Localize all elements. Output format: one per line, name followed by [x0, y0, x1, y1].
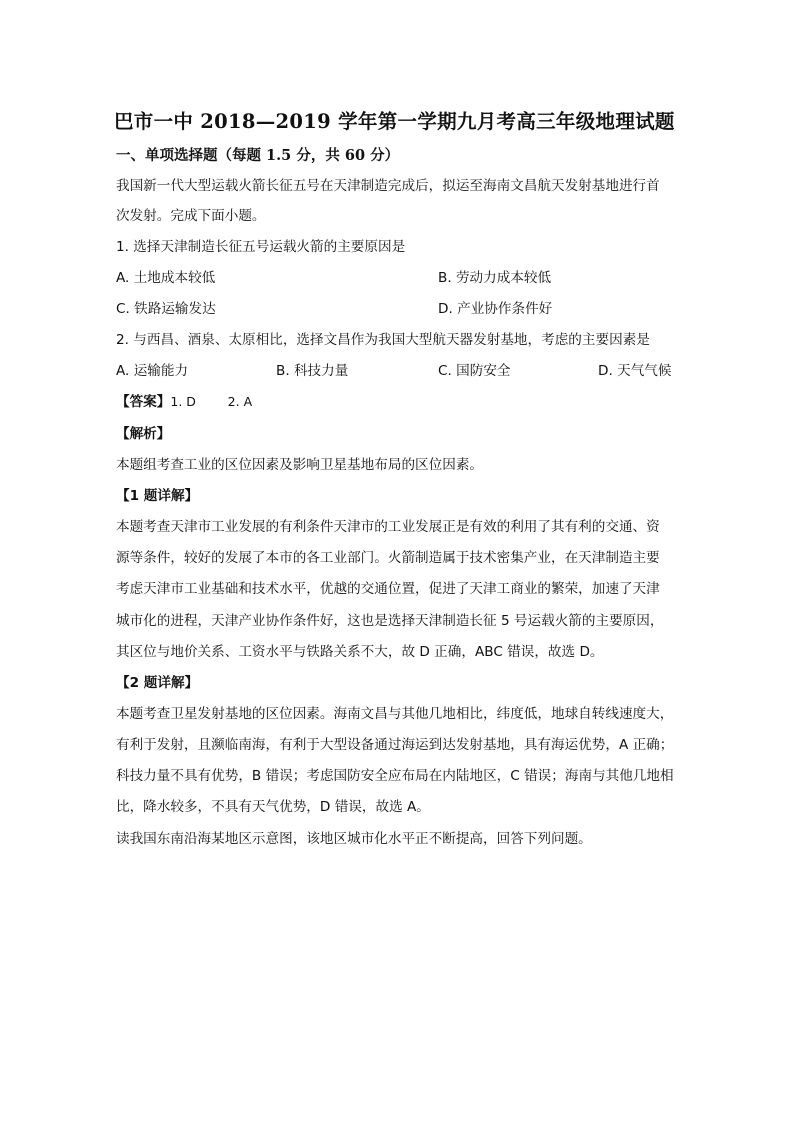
intro-line-2: 次发射。完成下面小题。	[116, 208, 266, 224]
answer-text: 1. D 2. A	[170, 394, 253, 409]
q1-option-a: A. 土地成本较低	[116, 270, 216, 286]
intro-line-1: 我国新一代大型运载火箭长征五号在天津制造完成后，拟运至海南文昌航天发射基地进行首	[116, 178, 660, 194]
detail-2-line-1: 本题考查卫星发射基地的区位因素。海南文昌与其他几地相比，纬度低，地球自转线速度大，	[116, 706, 674, 722]
detail-2-line-4: 比，降水较多，不具有天气优势，D 错误，故选 A。	[116, 799, 430, 815]
detail-1-line-5: 其区位与地价关系、工资水平与铁路关系不大，故 D 正确，ABC 错误，故选 D。	[116, 644, 604, 660]
detail-1-line-1: 本题考查天津市工业发展的有利条件天津市的工业发展正是有效的利用了其有利的交通、资	[116, 519, 660, 535]
answer-row	[116, 392, 252, 412]
analysis-summary: 本题组考查工业的区位因素及影响卫星基地布局的区位因素。	[116, 457, 484, 473]
detail-2-line-3: 科技力量不具有优势，B 错误；考虑国防安全应布局在内陆地区，C 错误；海南与其他几地相	[116, 768, 674, 784]
q2-option-a: A. 运输能力	[116, 363, 189, 379]
page-title: 巴市一中 2018—2019 学年第一学期九月考高三年级地理试题	[114, 110, 675, 133]
question-1-stem: 1. 选择天津制造长征五号运载火箭的主要原因是	[116, 239, 406, 255]
detail-1-label: 【1 题详解】	[116, 488, 199, 504]
answer-label: 【答案】	[116, 394, 171, 410]
q2-option-c: C. 国防安全	[438, 363, 511, 379]
detail-2-label: 【2 题详解】	[116, 675, 199, 691]
next-question-intro: 读我国东南沿海某地区示意图，该地区城市化水平正不断提高，回答下列问题。	[116, 831, 592, 847]
section-heading: 一、单项选择题（每题 1.5 分，共 60 分）	[116, 147, 400, 164]
detail-1-line-2: 源等条件，较好的发展了本市的各工业部门。火箭制造属于技术密集产业，在天津制造主要	[116, 550, 660, 566]
q2-option-d: D. 天气气候	[598, 363, 672, 379]
q2-option-b: B. 科技力量	[276, 363, 349, 379]
question-2-stem: 2. 与西昌、酒泉、太原相比，选择文昌作为我国大型航天器发射基地，考虑的主要因素是	[116, 332, 650, 348]
analysis-label: 【解析】	[116, 426, 171, 442]
q1-option-b: B. 劳动力成本较低	[438, 270, 552, 286]
q1-option-d: D. 产业协作条件好	[438, 301, 553, 317]
detail-2-line-2: 有利于发射，且濒临南海，有利于大型设备通过海运到达发射基地，具有海运优势，A 正确；	[116, 737, 674, 753]
detail-1-line-4: 城市化的进程，天津产业协作条件好，这也是选择天津制造长征 5 号运载火箭的主要原因，	[116, 613, 664, 629]
detail-1-line-3: 考虑天津市工业基础和技术水平，优越的交通位置，促进了天津工商业的繁荣，加速了天津	[116, 581, 660, 597]
q1-option-c: C. 铁路运输发达	[116, 301, 216, 317]
